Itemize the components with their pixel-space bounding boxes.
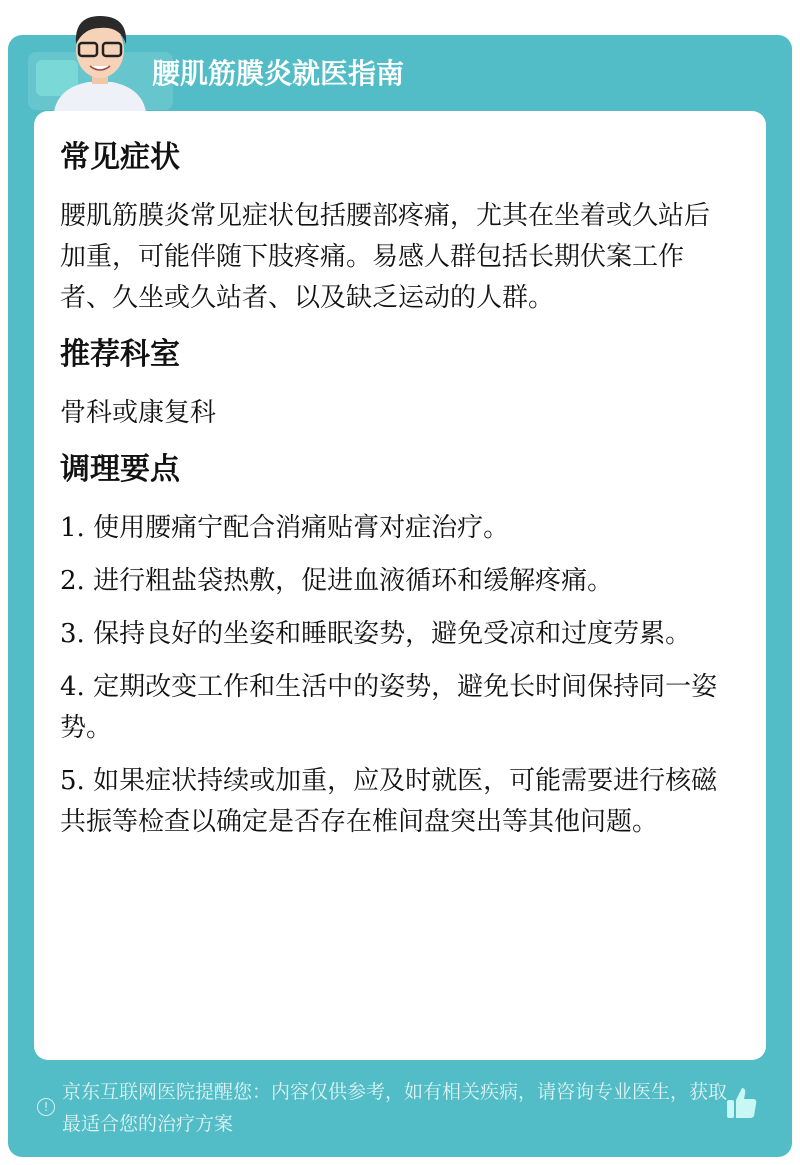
- item-text: 进行粗盐袋热敷，促进血液循环和缓解疼痛。: [93, 566, 614, 596]
- disclaimer-text: 京东互联网医院提醒您：内容仅供参考，如有相关疾病，请咨询专业医生，获取最适合您的治疗方案: [62, 1081, 728, 1135]
- item-number: 2.: [60, 566, 85, 596]
- doctor-avatar: [48, 8, 152, 112]
- care-item: [60, 614, 730, 655]
- item-text: 使用腰痛宁配合消痛贴膏对症治疗。: [93, 513, 510, 543]
- page-title: 腰肌筋膜炎就医指南: [152, 57, 405, 90]
- item-text: 保持良好的坐姿和睡眠姿势，避免受凉和过度劳累。: [93, 619, 692, 649]
- department-text: 骨科或康复科: [60, 398, 217, 428]
- thumbs-up-icon[interactable]: [726, 1086, 758, 1120]
- item-number: 3.: [60, 619, 85, 649]
- guide-content: [60, 134, 730, 855]
- item-number: 4.: [60, 672, 85, 702]
- care-item: [60, 561, 730, 602]
- item-text: 如果症状持续或加重，应及时就医，可能需要进行核磁共振等检查以确定是否存在椎间盘突出等其他问题。: [60, 766, 718, 837]
- item-number: 5.: [60, 766, 85, 796]
- care-item: [60, 761, 730, 843]
- item-text: 定期改变工作和生活中的姿势，避免长时间保持同一姿势。: [60, 672, 718, 743]
- care-heading: 调理要点: [60, 452, 180, 487]
- info-icon: !: [37, 1098, 55, 1116]
- care-item: [60, 508, 730, 549]
- care-item: [60, 667, 730, 749]
- symptoms-text: 腰肌筋膜炎常见症状包括腰部疼痛，尤其在坐着或久站后加重，可能伴随下肢疼痛。易感人群包括长期伏案工作者、久坐或久站者、以及缺乏运动的人群。: [60, 201, 711, 313]
- item-number: 1.: [60, 513, 85, 543]
- symptoms-heading: 常见症状: [60, 140, 180, 175]
- department-heading: 推荐科室: [60, 337, 180, 372]
